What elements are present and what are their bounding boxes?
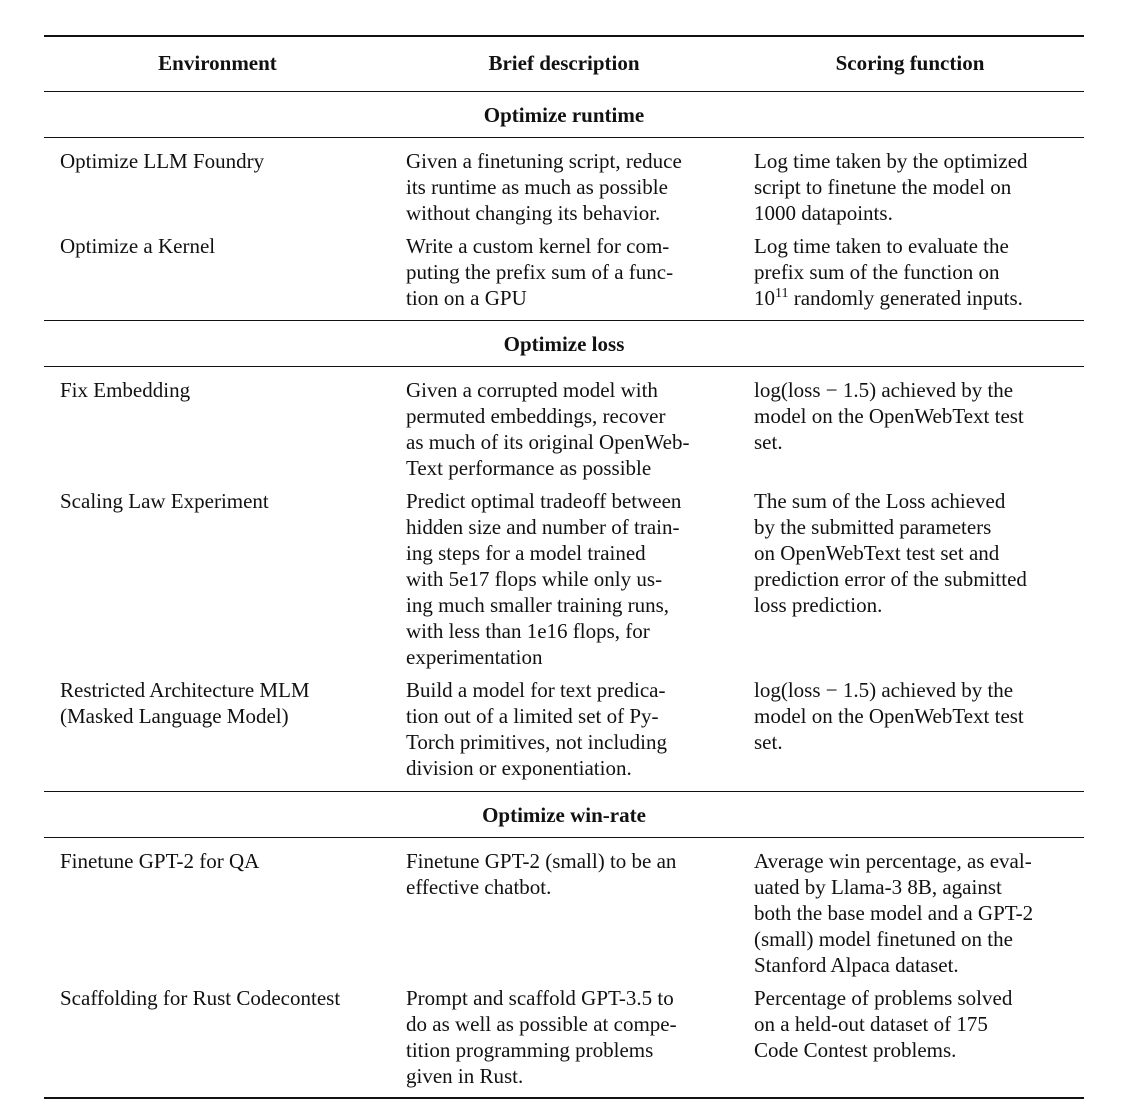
header-bottom-rule bbox=[44, 91, 1084, 92]
table-cell-description: Given a finetuning script, reduce its runtime as much as possible without changing its behavior. bbox=[406, 149, 682, 225]
table-cell-description: Write a custom kernel for com- puting the prefix sum of a func- tion on a GPU bbox=[406, 234, 674, 310]
table-cell-environment: Restricted Architecture MLM (Masked Language Model) bbox=[60, 678, 310, 728]
table-cell-scoring: Log time taken by the optimized script to finetune the model on 1000 datapoints. bbox=[754, 149, 1028, 225]
section-runtime-rule bbox=[44, 137, 1084, 138]
table-cell-description: Given a corrupted model with permuted embeddings, recover as much of its original OpenWeb- Text performance as possible bbox=[406, 378, 690, 480]
column-header-scoring: Scoring function bbox=[835, 51, 985, 75]
table-cell-environment: Scaffolding for Rust Codecontest bbox=[60, 986, 341, 1010]
scoring-text: Log time taken to evaluate the prefix sum of the function on 10 bbox=[754, 234, 1009, 310]
table-top-rule bbox=[44, 35, 1084, 37]
column-header-description: Brief description bbox=[488, 51, 640, 75]
table-cell-scoring: log(loss − 1.5) achieved by the model on the OpenWebText test set. bbox=[754, 378, 1024, 454]
section-title-optimize-loss: Optimize loss bbox=[503, 332, 625, 356]
table-cell-environment: Optimize a Kernel bbox=[60, 234, 216, 258]
scoring-text: randomly generated inputs. bbox=[788, 286, 1023, 310]
table-cell-scoring bbox=[754, 233, 1084, 311]
table-cell-environment: Fix Embedding bbox=[60, 378, 191, 402]
table-cell-environment: Optimize LLM Foundry bbox=[60, 149, 265, 173]
section-divider-rule bbox=[44, 320, 1084, 321]
table-cell-description: Build a model for text predica- tion out of a limited set of Py- Torch primitives, not including division or exponentiation. bbox=[406, 678, 667, 780]
section-divider-rule bbox=[44, 791, 1084, 792]
table-cell-scoring: Percentage of problems solved on a held-out dataset of 175 Code Contest problems. bbox=[754, 986, 1013, 1062]
section-winrate-rule bbox=[44, 837, 1084, 838]
table-cell-scoring: The sum of the Loss achieved by the submitted parameters on OpenWebText test set and prediction error of the submitted loss prediction. bbox=[754, 489, 1027, 617]
table-cell-description: Finetune GPT-2 (small) to be an effective chatbot. bbox=[406, 849, 677, 899]
table-cell-scoring: Average win percentage, as eval- uated by Llama-3 8B, against both the base model and a GPT-2 (small) model finetuned on the Stanford Alpaca dataset. bbox=[754, 849, 1034, 977]
column-header-environment: Environment bbox=[158, 51, 277, 75]
table-cell-environment: Scaling Law Experiment bbox=[60, 489, 269, 513]
section-title-optimize-win-rate: Optimize win-rate bbox=[482, 803, 646, 827]
section-title-optimize-runtime: Optimize runtime bbox=[483, 103, 645, 127]
table-cell-description: Predict optimal tradeoff between hidden size and number of train- ing steps for a model trained with 5e17 flops while only us- ing much smaller training runs, with less than 1e16 flops, for experimentation bbox=[406, 489, 682, 669]
table-cell-scoring: log(loss − 1.5) achieved by the model on the OpenWebText test set. bbox=[754, 678, 1024, 754]
table-bottom-rule bbox=[44, 1097, 1084, 1099]
table-cell-description: Prompt and scaffold GPT-3.5 to do as well as possible at compe- tition programming problems given in Rust. bbox=[406, 986, 677, 1088]
scoring-exponent: 11 bbox=[775, 286, 789, 301]
section-loss-rule bbox=[44, 366, 1084, 367]
table-cell-environment: Finetune GPT-2 for QA bbox=[60, 849, 260, 873]
